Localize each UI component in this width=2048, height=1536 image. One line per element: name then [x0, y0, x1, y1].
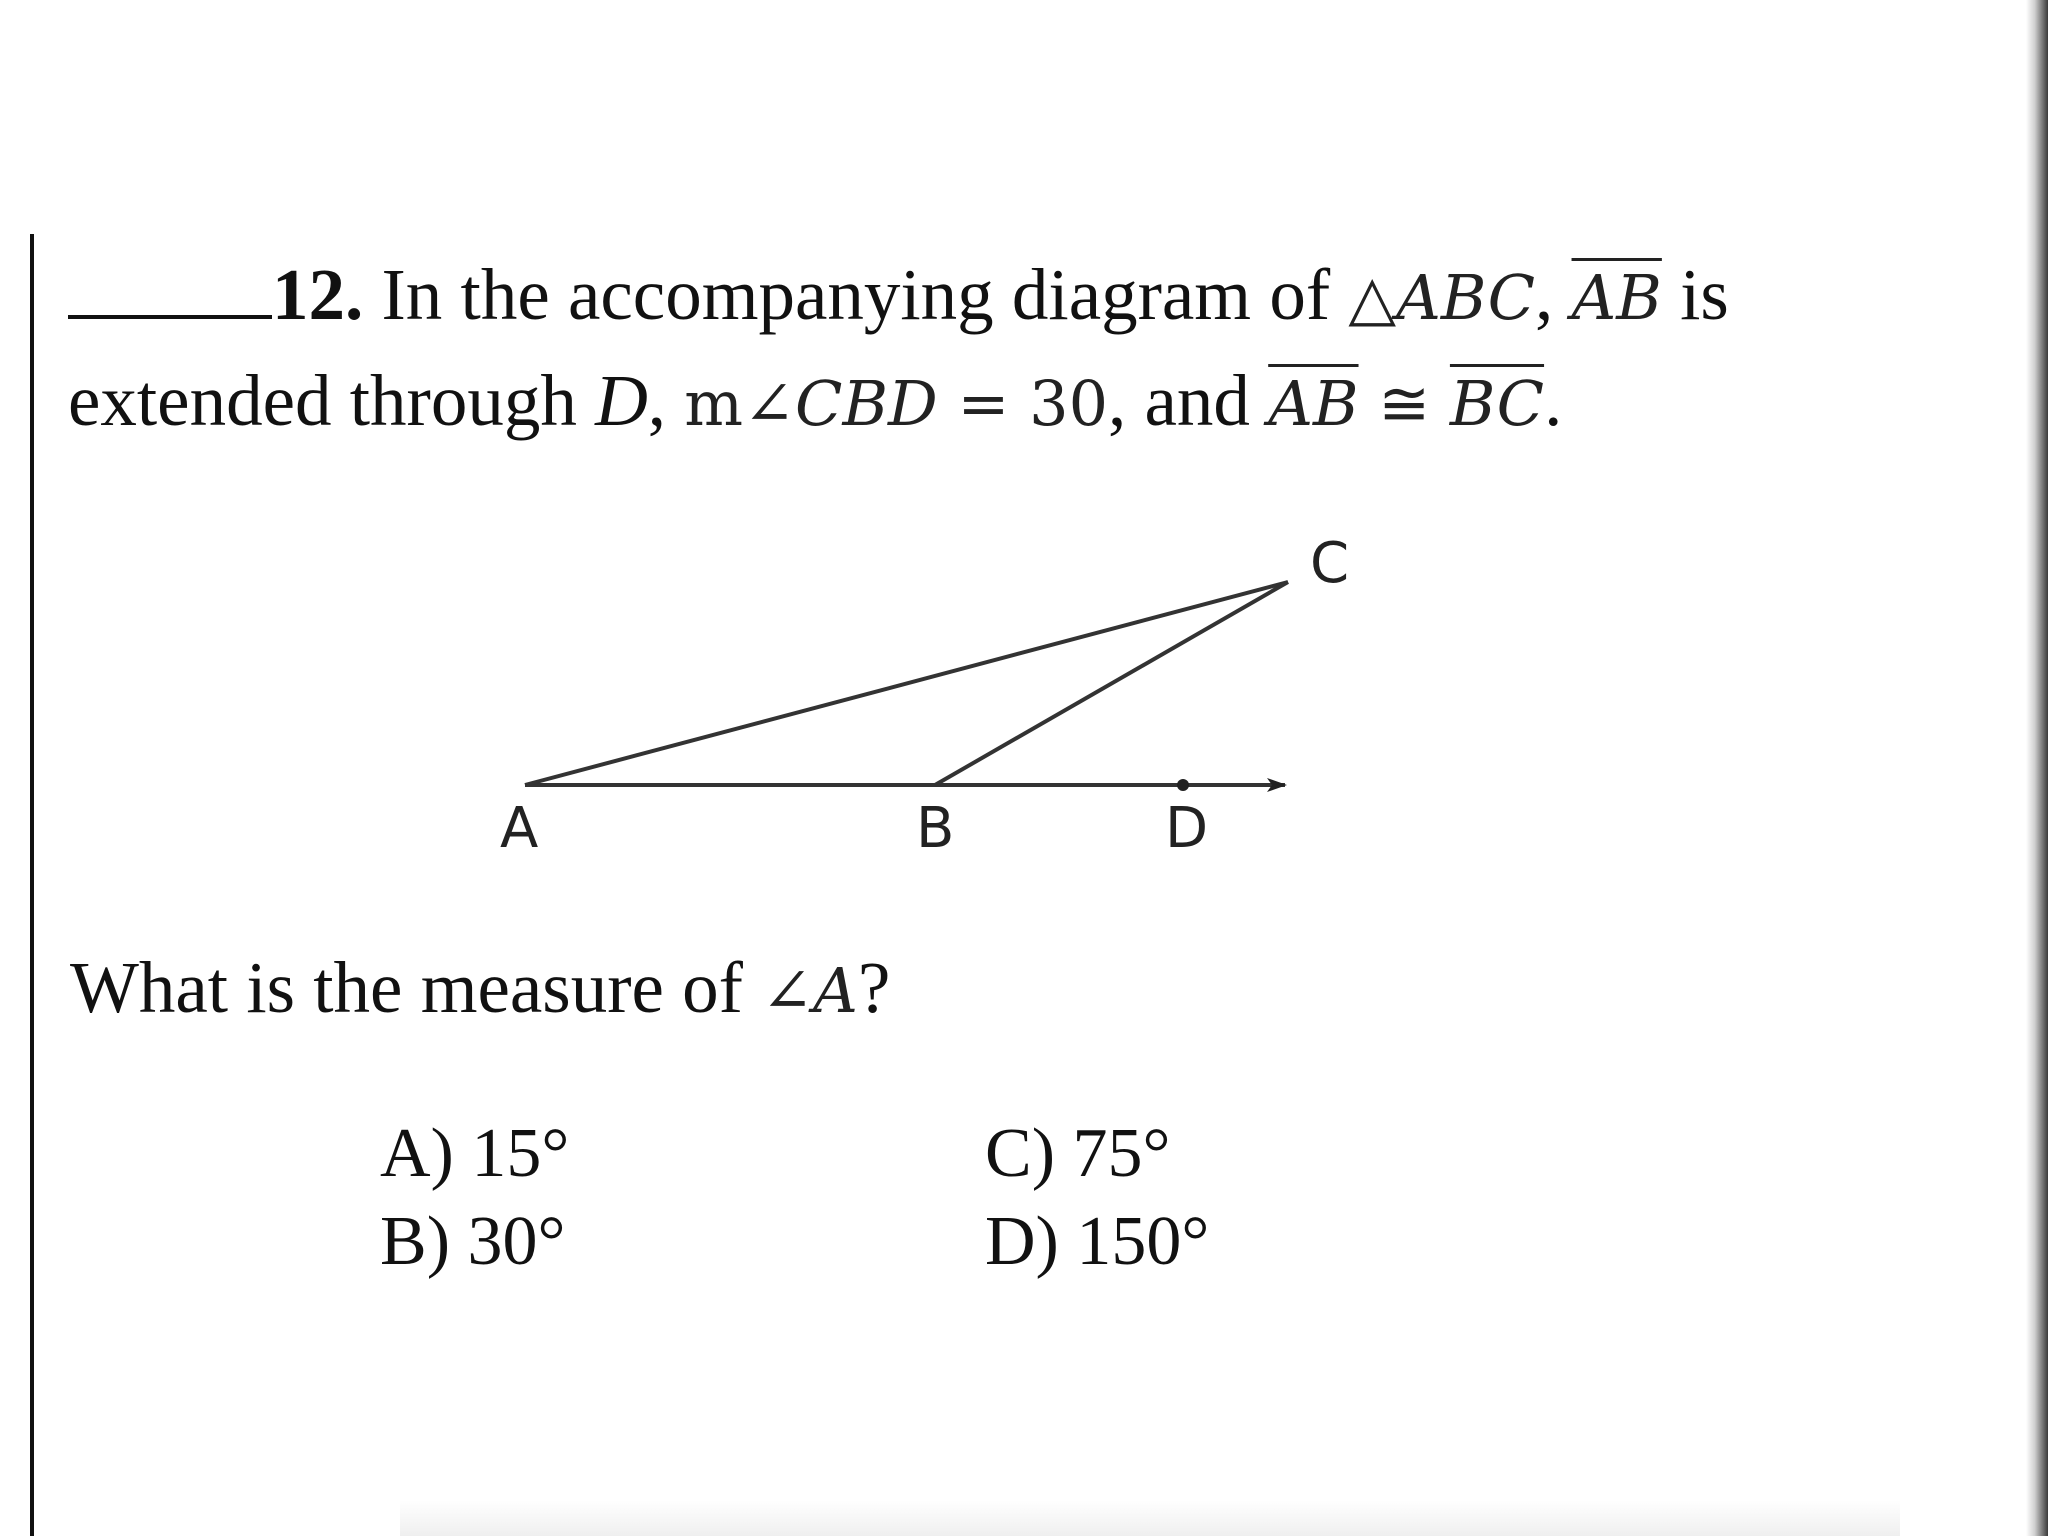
- angle-symbol: ∠: [761, 954, 814, 1027]
- problem-text-segment: ,: [647, 360, 685, 441]
- left-margin-rule: [30, 234, 34, 1536]
- angle-cbd-value: = 30: [937, 367, 1109, 440]
- segment-bc: $\overline{BC}$: [1449, 367, 1545, 440]
- congruent-symbol: ≅: [1358, 367, 1450, 440]
- problem-text-comma: ,: [1535, 254, 1572, 335]
- vertex-b-label: B: [916, 796, 955, 860]
- problem-statement-line-1: [68, 254, 1729, 335]
- triangle-symbol: △: [1348, 261, 1397, 334]
- choice-c[interactable]: C) 75°: [985, 1115, 1171, 1192]
- point-d-dot: [1177, 779, 1189, 791]
- segment-ac-line: [525, 582, 1288, 785]
- choice-b[interactable]: B) 30°: [380, 1203, 566, 1280]
- segment-ab: $\overline{AB}$: [1571, 261, 1662, 334]
- choice-a[interactable]: A) 15°: [380, 1115, 570, 1192]
- question-text: [70, 946, 890, 1030]
- problem-text-period: .: [1544, 360, 1563, 441]
- point-d-name: D: [595, 360, 648, 441]
- problem-statement-line-2: [68, 360, 1563, 441]
- segment-ab: $\overline{AB}$: [1268, 367, 1359, 440]
- problem-text-segment: extended through: [68, 360, 596, 441]
- segment-bc-line: [935, 582, 1288, 785]
- vertex-c-label: C: [1310, 531, 1350, 596]
- answer-blank: [68, 315, 272, 319]
- triangle-name: ABC: [1396, 261, 1536, 334]
- page-right-edge: [2026, 0, 2048, 1536]
- vertex-a-label: A: [500, 796, 539, 860]
- choice-d[interactable]: D) 150°: [985, 1203, 1210, 1280]
- problem-text-segment: , and: [1108, 360, 1269, 441]
- problem-text-segment: In the accompanying diagram of: [363, 254, 1349, 335]
- problem-number: 12.: [272, 254, 364, 335]
- problem-text-segment: is: [1661, 254, 1729, 335]
- question-prefix: What is the measure of: [70, 947, 762, 1028]
- angle-measure-prefix: m∠: [684, 367, 796, 440]
- angle-a-name: A: [813, 954, 858, 1027]
- triangle-diagram: [470, 520, 1370, 860]
- angle-cbd-name: CBD: [795, 367, 938, 440]
- question-mark: ?: [857, 947, 891, 1028]
- bottom-shadow: [400, 1500, 1900, 1536]
- point-d-label: D: [1165, 796, 1209, 860]
